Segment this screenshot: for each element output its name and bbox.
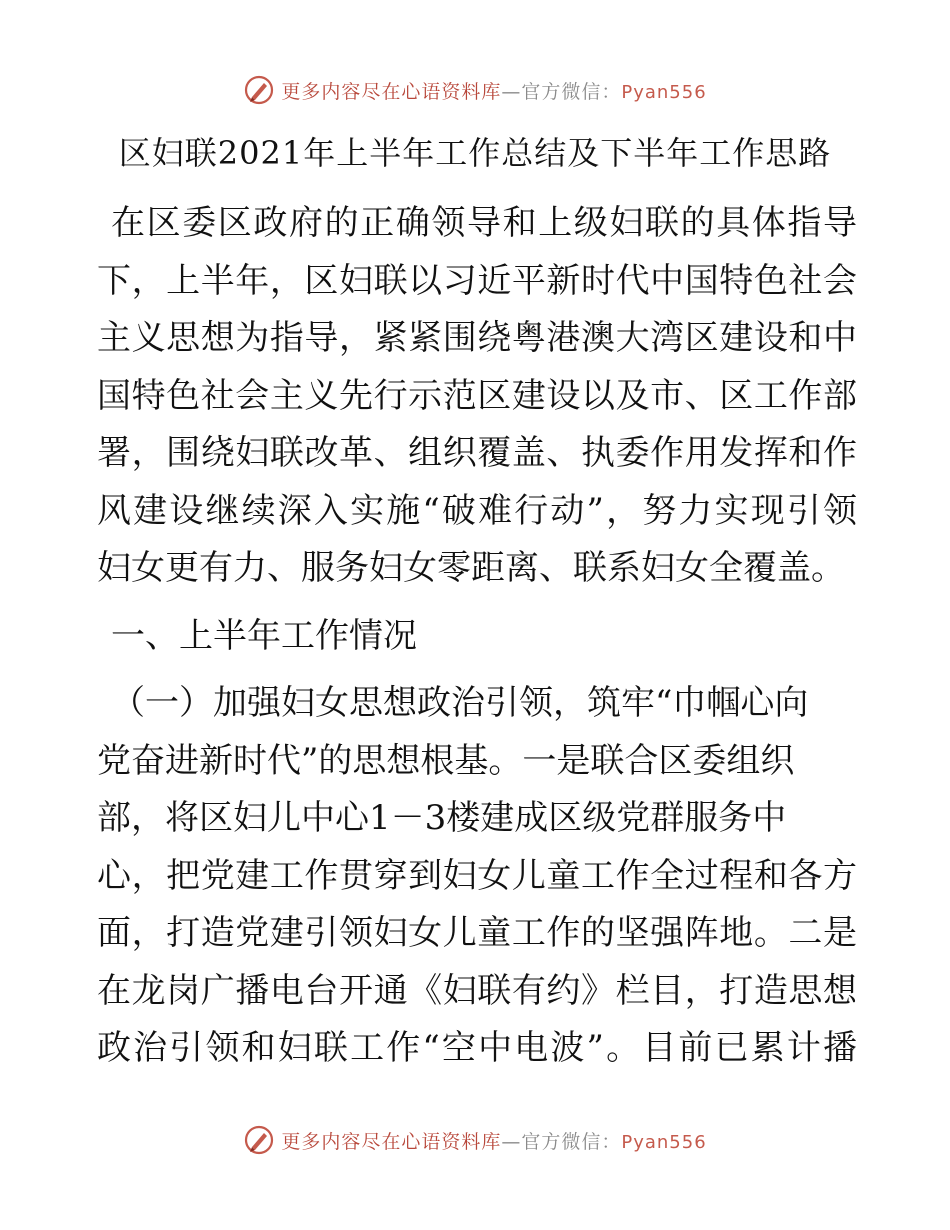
paragraph-line: 部，将区妇儿中心1－3楼建成区级党群服务中 bbox=[97, 798, 787, 838]
watermark-wechat-label: 官方微信： bbox=[521, 1130, 622, 1153]
paragraph-line: 党奋进新时代”的思想根基。一是联合区委组织 bbox=[97, 740, 795, 781]
paragraph-line: 妇女更有力、服务妇女零距离、联系妇女全覆盖。 bbox=[97, 548, 845, 588]
pen-logo-icon bbox=[243, 74, 275, 106]
paragraph-line: 署，围绕妇联改革、组织覆盖、执委作用发挥和作 bbox=[97, 433, 857, 473]
document-body bbox=[97, 195, 857, 1078]
paragraph-line: 下，上半年，区妇联以习近平新时代中国特色社会 bbox=[97, 260, 857, 301]
paragraph-line: 政治引领和妇联工作“空中电波”。目前已累计播 bbox=[97, 1028, 857, 1068]
paragraph-line: 国特色社会主义先行示范区建设以及市、区工作部 bbox=[97, 375, 857, 416]
paragraph-line: 风建设继续深入实施“破难行动”，努力实现引领 bbox=[97, 490, 857, 531]
pen-logo-icon bbox=[243, 1124, 275, 1156]
watermark-wechat-id: Pyan556 bbox=[621, 81, 707, 103]
watermark-footer bbox=[0, 1120, 950, 1160]
paragraph-line: 面，打造党建引领妇女儿童工作的坚强阵地。二是 bbox=[97, 913, 857, 953]
paragraph-line: 在区委区政府的正确领导和上级妇联的具体指导 bbox=[111, 203, 857, 243]
watermark-site: 更多内容尽在心语资料库 bbox=[281, 1130, 502, 1153]
watermark-header bbox=[0, 70, 950, 110]
watermark-text bbox=[281, 1127, 706, 1154]
paragraph-line: 主义思想为指导，紧紧围绕粤港澳大湾区建设和中 bbox=[97, 318, 857, 358]
watermark-dash: — bbox=[501, 80, 522, 103]
paragraph-line: （一）加强妇女思想政治引领，筑牢“巾帼心向 bbox=[111, 683, 809, 723]
section-heading: 一、上半年工作情况 bbox=[111, 615, 417, 656]
paragraph-line: 在龙岗广播电台开通《妇联有约》栏目，打造思想 bbox=[97, 970, 857, 1011]
watermark-dash: — bbox=[501, 1130, 522, 1153]
watermark-text bbox=[281, 77, 706, 104]
watermark-wechat-label: 官方微信： bbox=[521, 80, 622, 103]
paragraph-line: 心，把党建工作贯穿到妇女儿童工作全过程和各方 bbox=[97, 855, 857, 896]
watermark-site: 更多内容尽在心语资料库 bbox=[281, 80, 502, 103]
document-title: 区妇联2021年上半年工作总结及下半年工作思路 bbox=[118, 134, 832, 172]
watermark-wechat-id: Pyan556 bbox=[621, 1131, 707, 1153]
